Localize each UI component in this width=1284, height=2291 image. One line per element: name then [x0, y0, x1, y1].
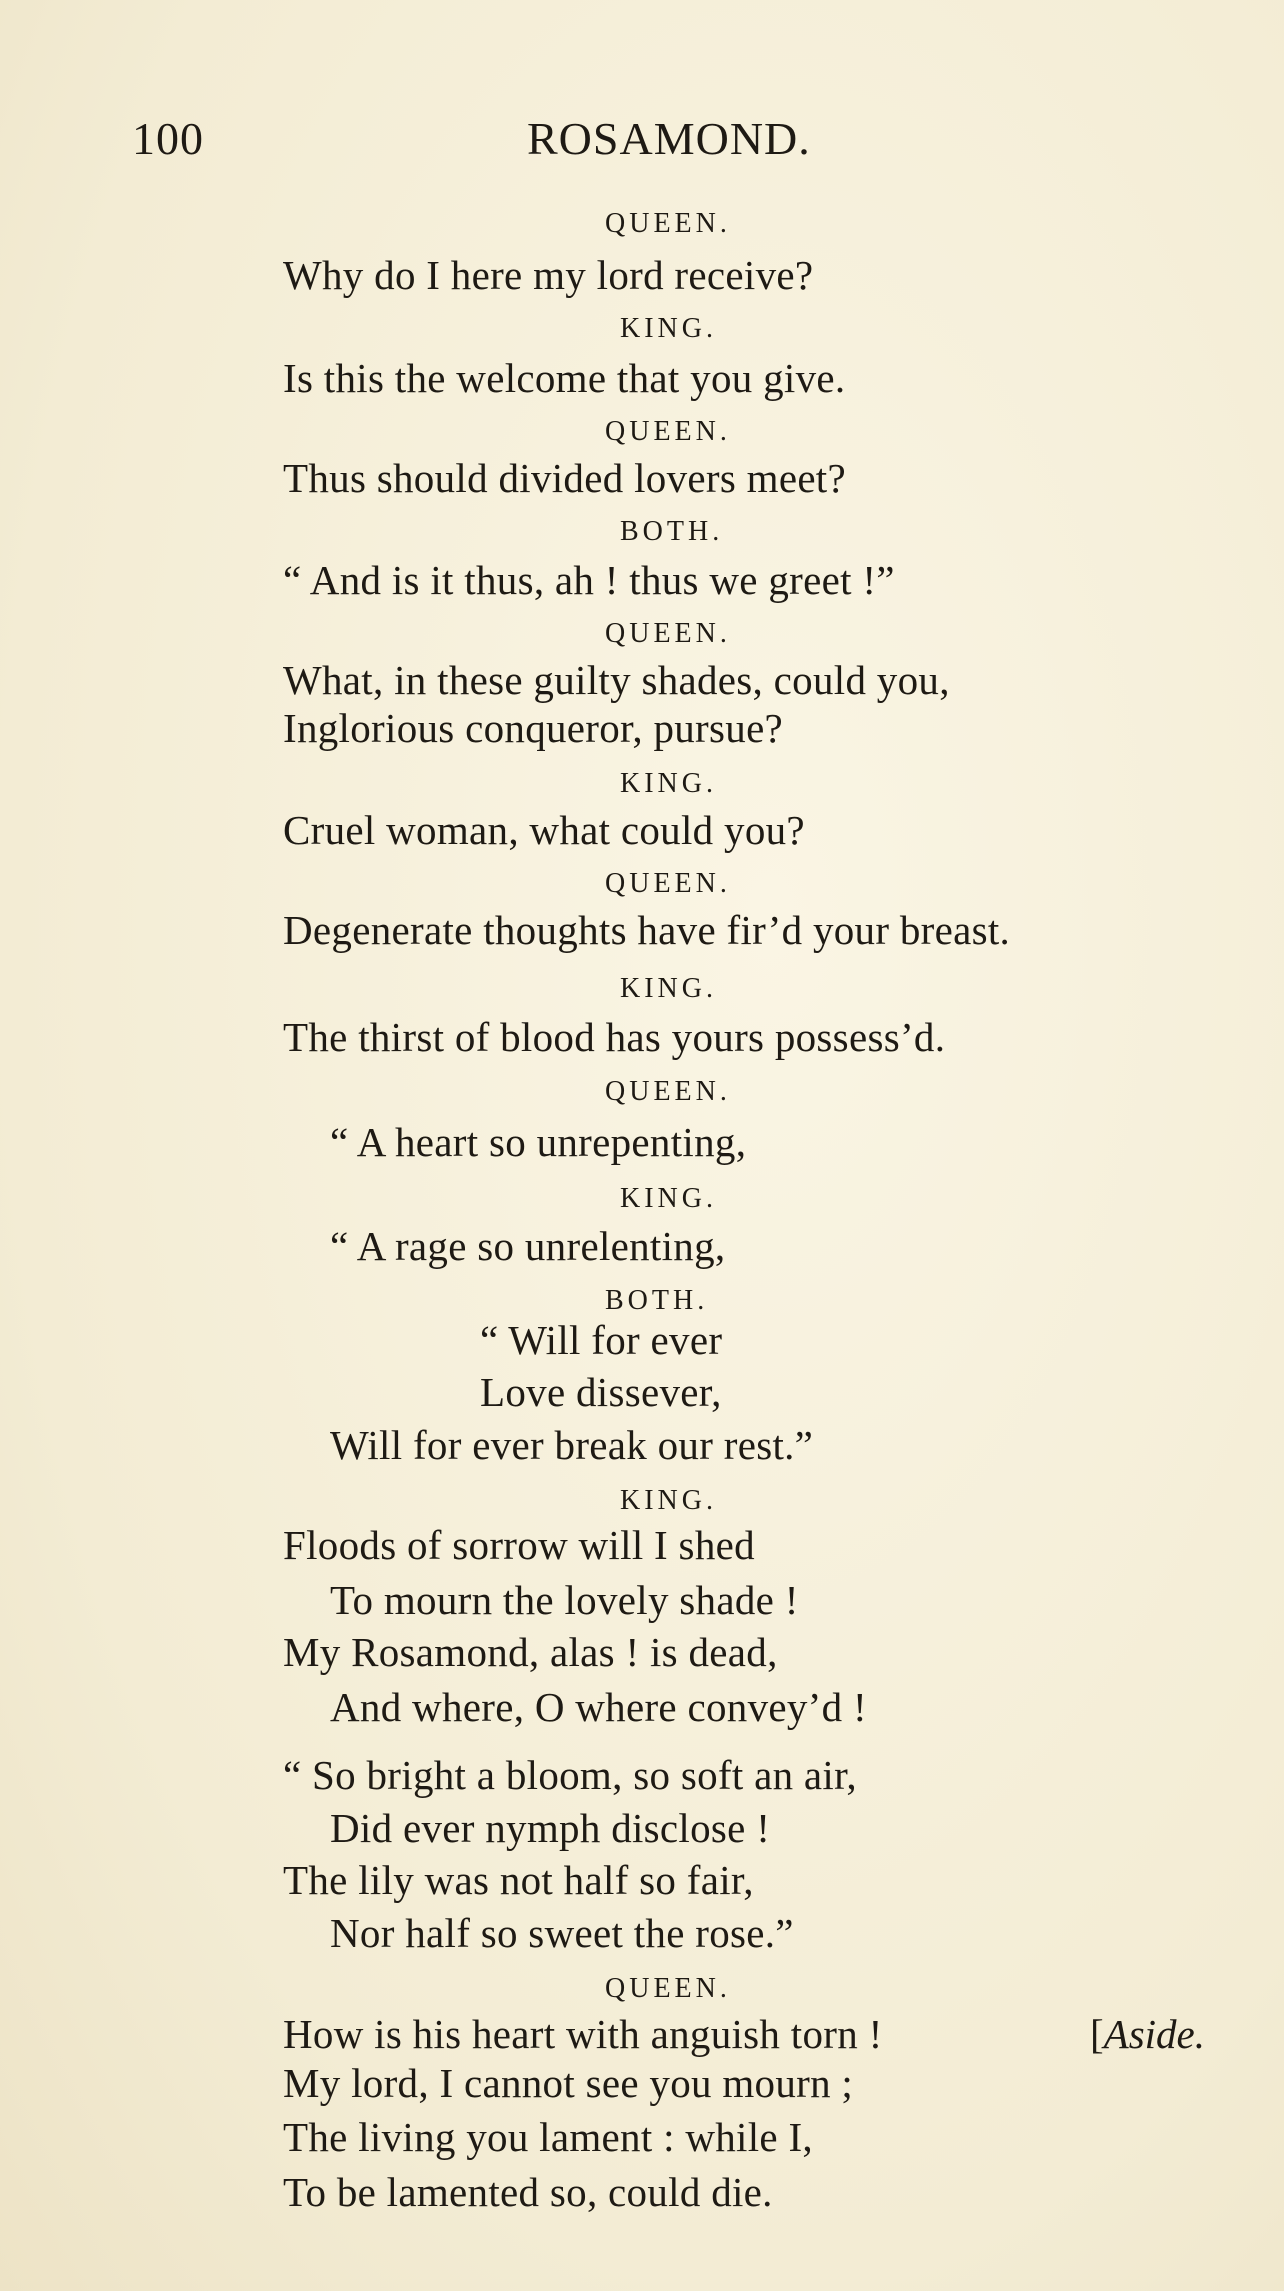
verse-line: Thus should divided lovers meet? — [283, 455, 846, 501]
aside-text: Aside. — [1103, 2011, 1205, 2057]
speaker-name: BOTH. — [605, 1285, 709, 1316]
verse-line: And where, O where convey’d ! — [330, 1684, 867, 1730]
verse-line: “ Will for ever — [480, 1317, 723, 1363]
speaker-name: QUEEN. — [605, 618, 731, 649]
verse-line: Why do I here my lord receive? — [283, 252, 814, 298]
verse-line: To mourn the lovely shade ! — [330, 1577, 799, 1623]
verse-line: Cruel woman, what could you? — [283, 807, 805, 853]
verse-line: Did ever nymph disclose ! — [330, 1805, 771, 1851]
stage-direction-aside — [1090, 2011, 1205, 2057]
speaker-name: KING. — [620, 973, 717, 1004]
verse-line: My lord, I cannot see you mourn ; — [283, 2060, 854, 2106]
verse-line: The living you lament : while I, — [283, 2114, 813, 2160]
verse-line: “ A heart so unrepenting, — [330, 1119, 747, 1165]
speaker-name: QUEEN. — [605, 1076, 731, 1107]
verse-line: Floods of sorrow will I shed — [283, 1522, 755, 1568]
verse-line: The thirst of blood has yours possess’d. — [283, 1014, 946, 1060]
verse-line: Love dissever, — [480, 1369, 722, 1415]
verse-line: How is his heart with anguish torn ! — [283, 2011, 883, 2057]
verse-line: Degenerate thoughts have fir’d your breast. — [283, 907, 1011, 953]
running-title: ROSAMOND. — [527, 113, 811, 164]
verse-line: “ And is it thus, ah ! thus we greet !” — [283, 557, 895, 603]
verse-line: “ A rage so unrelenting, — [330, 1223, 726, 1269]
speaker-name: KING. — [620, 1183, 717, 1214]
verse-line: “ So bright a bloom, so soft an air, — [283, 1752, 857, 1798]
verse-line: To be lamented so, could die. — [283, 2169, 773, 2215]
speaker-name: QUEEN. — [605, 868, 731, 899]
verse-line: Inglorious conqueror, pursue? — [283, 705, 784, 751]
verse-line: What, in these guilty shades, could you, — [283, 657, 950, 703]
page-number: 100 — [132, 113, 204, 164]
aside-bracket: [ — [1090, 2011, 1104, 2057]
speaker-name: QUEEN. — [605, 416, 731, 447]
speaker-name: KING. — [620, 768, 717, 799]
verse-line: Will for ever break our rest.” — [330, 1422, 814, 1468]
speaker-name: KING. — [620, 313, 717, 344]
verse-line: Is this the welcome that you give. — [283, 355, 846, 401]
verse-line: My Rosamond, alas ! is dead, — [283, 1629, 778, 1675]
speaker-name: BOTH. — [620, 516, 724, 547]
speaker-name: QUEEN. — [605, 208, 731, 239]
verse-line: The lily was not half so fair, — [283, 1857, 754, 1903]
speaker-name: QUEEN. — [605, 1973, 731, 2004]
verse-line: Nor half so sweet the rose.” — [330, 1910, 794, 1956]
speaker-name: KING. — [620, 1485, 717, 1516]
